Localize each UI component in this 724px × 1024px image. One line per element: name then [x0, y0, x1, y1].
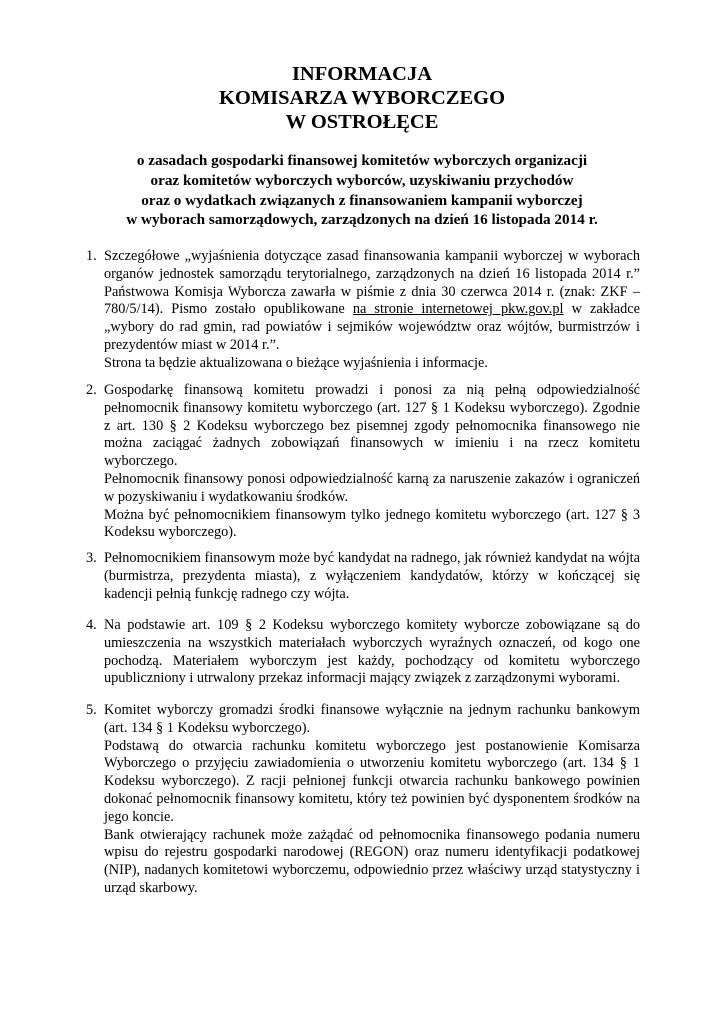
item-body — [104, 382, 640, 542]
pkw-website-link[interactable]: na stronie internetowej pkw.gov.pl — [352, 301, 564, 318]
item-number: 2. — [86, 382, 97, 398]
list-item — [86, 617, 640, 688]
item-body — [104, 617, 640, 688]
subtitle-line: w wyborach samorządowych, zarządzonych na dzień 16 listopada 2014 r. — [126, 211, 598, 229]
item-paragraph: Można być pełnomocnikiem finansowym tylko jednego komitetu wyborczego (art. 127 § 3 Kodeksu wyborczego). — [104, 506, 640, 541]
item-paragraph: Na podstawie art. 109 § 2 Kodeksu wyborczego komitety wyborcze zobowiązane są do umieszczenia na wszystkich materiałach wyborczych wyraźnych oznaczeń, od kogo one pochodzą. Materiałem wyborczym jest każdy, pochodzący od komitetu wyborczego upubliczniony i utrwalony przekaz informacji mający związek z zarządzonymi wyborami. — [104, 617, 640, 687]
title-line: W OSTROŁĘCE — [285, 111, 439, 133]
item-paragraph: Podstawą do otwarcia rachunku komitetu wyborczego jest postanowienie Komisarza Wyborczego o przyjęciu zawiadomienia o utworzeniu komitetu wyborczego (art. 134 § 1 Kodeksu wyborczego). Z racji pełnionej funkcji otwarcia rachunku bankowego powinien dokonać pełnomocnik finansowy komitetu, który też powinien być dysponentem środków na jego koncie. — [104, 737, 640, 825]
item-number: 5. — [86, 702, 97, 718]
paragraph-text: w zakładce „wybory do rad gmin, rad powiatów i sejmików województw oraz wójtów, burmistrzów i prezydentów miast w 2014 r.”. — [104, 301, 640, 353]
list-item — [86, 382, 640, 542]
item-paragraph: Strona ta będzie aktualizowana o bieżące wyjaśnienia i informacje. — [104, 354, 488, 371]
title-line: INFORMACJA — [291, 63, 433, 85]
item-paragraph — [104, 248, 640, 355]
subtitle-line: oraz o wydatkach związanych z finansowaniem kampanii wyborczej — [141, 191, 583, 209]
item-paragraph: Pełnomocnik finansowy ponosi odpowiedzialność karną za naruszenie zakazów i ograniczeń w pozyskiwaniu i wydatkowaniu środków. — [104, 470, 640, 505]
document-subtitle — [0, 151, 724, 230]
list-item — [86, 550, 640, 603]
paragraph-text: Szczegółowe „wyjaśnienia dotyczące zasad finansowania kampanii wyborczej w wyborach organów jednostek samorządu terytorialnego, zarządzonych na dzień 16 listopada 2014 r.” Państwowa Komisja Wyborcza zawarła w piśmie z dnia 30 czerwca 2014 r. (znak: ZKF – 780/5/14). Pismo zostało opublikowane — [104, 248, 640, 318]
document-title — [0, 62, 724, 134]
subtitle-line: oraz komitetów wyborczych wyborców, uzyskiwaniu przychodów — [150, 171, 574, 189]
title-line: KOMISARZA WYBORCZEGO — [218, 87, 506, 109]
item-paragraph: Gospodarkę finansową komitetu prowadzi i ponosi za nią pełną odpowiedzialność pełnomocnik finansowy komitetu wyborczego (art. 127 § 1 Kodeksu wyborczego). Zgodnie z art. 130 § 2 Kodeksu wyborczego bez pisemnej zgody pełnomocnika finansowego nie można zaciągać żadnych zobowiązań finansowych w imieniu i na rzecz komitetu wyborczego. — [104, 382, 640, 470]
item-body — [104, 248, 640, 373]
list-item — [86, 702, 640, 898]
list-item — [86, 248, 640, 373]
item-number: 3. — [86, 550, 97, 566]
item-body — [104, 550, 640, 603]
item-paragraph: Komitet wyborczy gromadzi środki finansowe wyłącznie na jednym rachunku bankowym (art. 134 § 1 Kodeksu wyborczego). — [104, 702, 640, 736]
item-body — [104, 702, 640, 898]
item-paragraph: Bank otwierający rachunek może zażądać od pełnomocnika finansowego podania numeru wpisu do rejestru gospodarki narodowej (REGON) oraz numeru identyfikacji podatkowej (NIP), nadanych komitetowi wyborczemu, odpowiednio przez właściwy urząd statystyczny i urząd skarbowy. — [104, 826, 640, 896]
item-number: 1. — [86, 248, 97, 264]
subtitle-line: o zasadach gospodarki finansowej komitetów wyborczych organizacji — [136, 152, 588, 169]
item-number: 4. — [86, 617, 97, 633]
item-paragraph: Pełnomocnikiem finansowym może być kandydat na radnego, jak również kandydat na wójta (burmistrza, prezydenta miasta), z wyłączeniem kandydatów, którzy w kończącej się kadencji pełnią funkcję radnego czy wójta. — [104, 550, 640, 602]
